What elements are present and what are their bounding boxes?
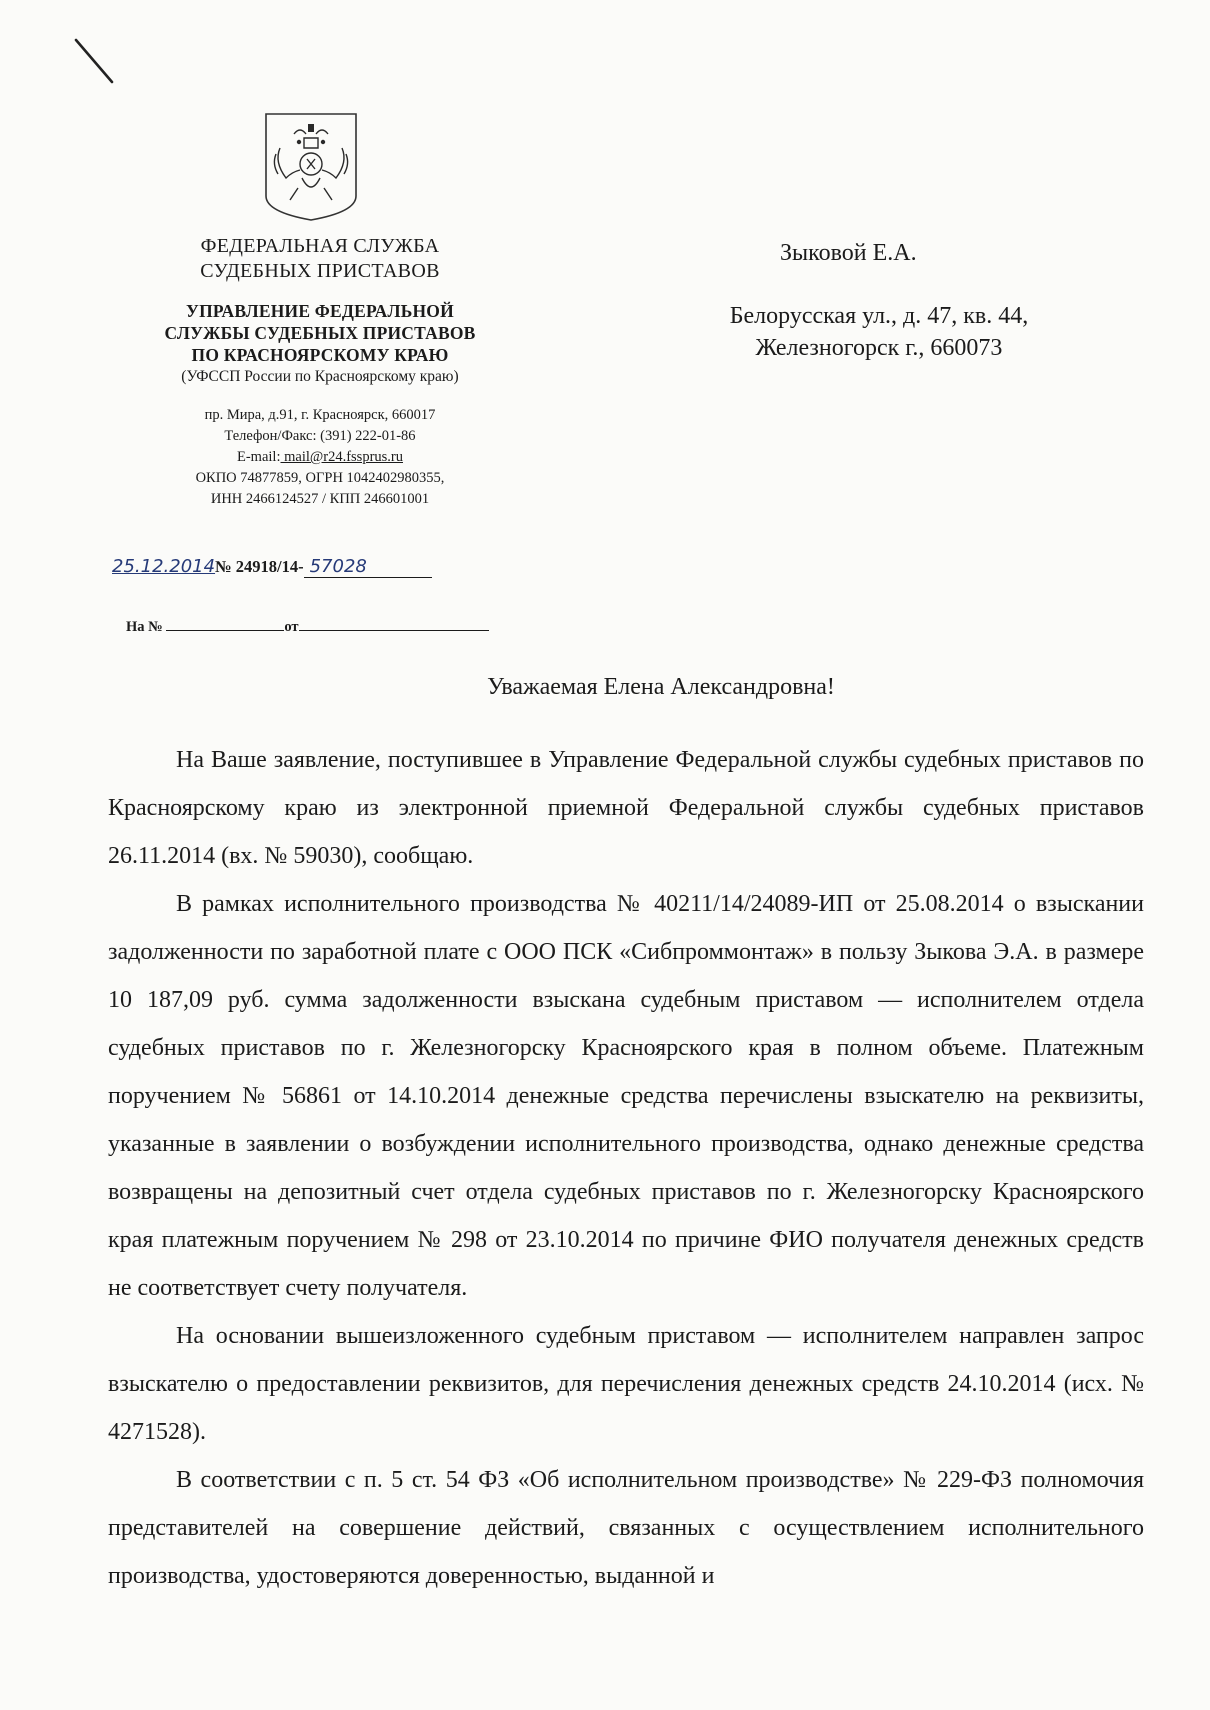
department-abbreviation: (УФССП России по Красноярскому краю) — [181, 368, 459, 385]
recipient-address — [672, 300, 1086, 364]
body-paragraph: В соответствии с п. 5 ст. 54 ФЗ «Об исполнительном производстве» № 229-ФЗ полномочия представителей на совершение действий, связанных с осуществлением исполнительного производства, удостоверяются доверенностью, выданной и — [108, 1467, 1144, 1589]
recipient-address-line: Железногорск г., 660073 — [755, 335, 1003, 361]
email-link[interactable]: mail@r24.fssprus.ru — [280, 449, 403, 465]
postal-address: пр. Мира, д.91, г. Красноярск, 660017 — [204, 407, 436, 423]
phone-fax: Телефон/Факс: (391) 222-01-86 — [224, 428, 416, 444]
recipient-block — [672, 238, 1072, 364]
coat-of-arms-emblem — [258, 108, 364, 222]
inn-kpp: ИНН 2466124527 / КПП 246601001 — [210, 491, 430, 507]
email-label: E-mail: — [237, 449, 281, 465]
department-name — [118, 300, 522, 366]
reference-prefix: На № — [126, 619, 163, 635]
body-paragraph: На основании вышеизложенного судебным приставом — исполнителем направлен запрос взыскателю о предоставлении реквизитов, для перечисления денежных средств 24.10.2014 (исх. № 4271528). — [108, 1323, 1144, 1445]
outgoing-number: № 24918/14- — [215, 557, 304, 576]
contact-block — [118, 405, 522, 510]
greeting-text: Уважаемая Елена Александровна! — [487, 674, 835, 700]
handwritten-date: 25.12.2014 — [112, 556, 216, 577]
greeting — [0, 674, 1210, 701]
okpo-ogrn: ОКПО 74877859, ОГРН 1042402980355, — [195, 470, 445, 486]
department-line: СЛУЖБЫ СУДЕБНЫХ ПРИСТАВОВ — [164, 323, 476, 343]
outgoing-number-line — [112, 556, 432, 578]
recipient-name: Зыковой Е.А. — [780, 240, 917, 266]
org-title-line: СУДЕБНЫХ ПРИСТАВОВ — [200, 260, 440, 282]
recipient-address-line: Белорусская ул., д. 47, кв. 44, — [729, 303, 1029, 329]
department-line: УПРАВЛЕНИЕ ФЕДЕРАЛЬНОЙ — [186, 301, 454, 321]
reference-date-blank — [299, 616, 489, 631]
pen-stroke-mark — [68, 34, 128, 94]
letter-body — [108, 736, 1144, 1600]
org-title — [118, 234, 522, 284]
department-line: ПО КРАСНОЯРСКОМУ КРАЮ — [191, 345, 449, 365]
handwritten-number-suffix: 57028 — [304, 556, 432, 578]
org-title-line: ФЕДЕРАЛЬНАЯ СЛУЖБА — [200, 235, 440, 257]
body-paragraph: В рамках исполнительного производства № 40211/14/24089-ИП от 25.08.2014 о взыскании задолженности по заработной плате с ООО ПСК «Сибпроммонтаж» в пользу Зыкова Э.А. в размере 10 187,09 руб. сумма задолженности взыскана судебным приставом — исполнителем отдела судебных приставов по г. Железногорску Красноярского края в полном объеме. Платежным поручением № 56861 от 14.10.2014 денежные средства перечислены взыскателю на реквизиты, указанные в заявлении о возбуждении исполнительного производства, однако денежные средства возвращены на депозитный счет отдела судебных приставов по г. Железногорску Красноярского края платежным поручением № 298 от 23.10.2014 по причине ФИО получателя денежных средств не соответствует счету получателя. — [108, 891, 1144, 1301]
email-line — [118, 447, 522, 468]
sender-header — [118, 234, 522, 510]
body-paragraph: На Ваше заявление, поступившее в Управление Федеральной службы судебных приставов по Красноярскому краю из электронной приемной Федеральной службы судебных приставов 26.11.2014 (вх. № 59030), сообщаю. — [108, 747, 1144, 869]
reference-number-blank — [166, 616, 284, 631]
reference-from-label: от — [284, 619, 299, 635]
reference-line — [126, 616, 489, 636]
